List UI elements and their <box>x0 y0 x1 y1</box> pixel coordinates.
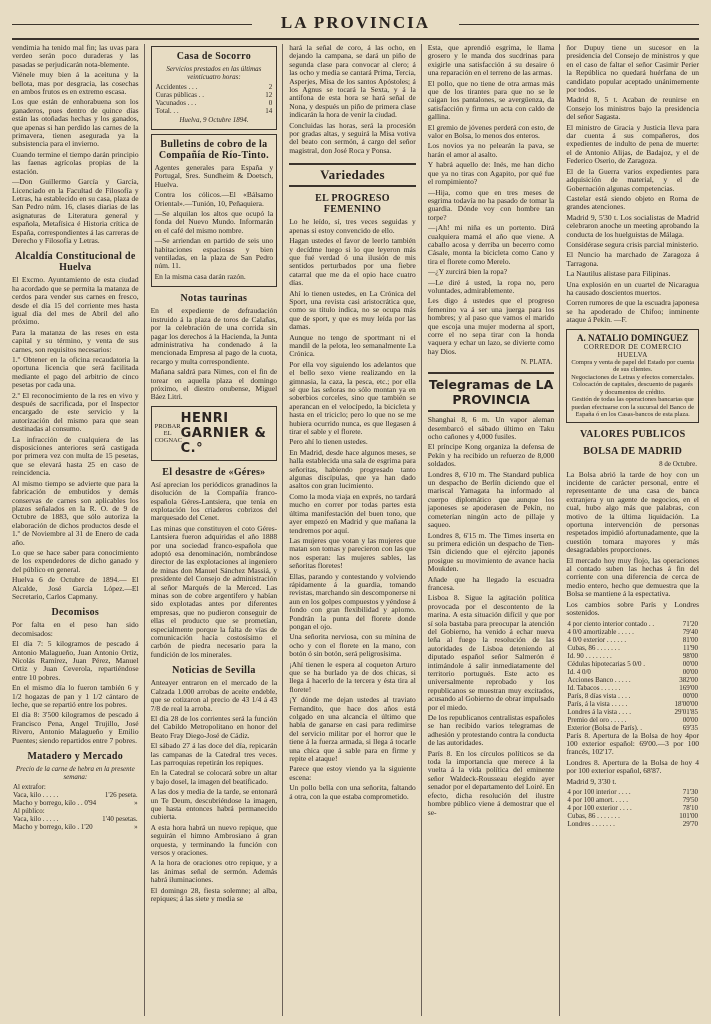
paragraph: El mercado hoy muy flojo, las operaciones al contado suben las hechas á fin del corriente con una diferencia de cerca de medio entero, hecho que demuestra que la Bolsa se mantiene á la espectativa. <box>566 555 699 599</box>
table-row <box>566 700 699 708</box>
masthead <box>12 8 699 40</box>
paragraph: —¡Ah! mi niña es un portento. Dirá cualquiera mamá el año que viene. A caballo acosa y derriba un becerro como Cásale, monta la bicicleta como Cano y tira el florete como Merelo. <box>427 223 555 266</box>
table-row <box>566 652 699 660</box>
row-label: 4 por 100 amort. . . . . <box>567 795 629 804</box>
paragraph: La infracción de cualquiera de las disposiciones anteriores será castigada por primera vez con multa de 15 pesetas, que se elevará hasta 25 en caso de reincidencia. <box>12 434 139 478</box>
row-label: Macho y borrego, kilo . 1'20 <box>13 823 93 832</box>
section-heading-variedades: Variedades <box>289 163 416 187</box>
notice-box <box>151 46 278 130</box>
paragraph: hará la señal de coro, á las ocho, en dejando la campana, se dará un piño de segunda clase para convocar al clero; á las ocho y media se cantará Prima, Tercia, Asperjes, Misa de los santos Apóstoles; á los Agnus se tocará la Sexta, y á la antífona de esta hora se hará señal de Nona, y después un piño de primera clase indicarán la hora de venir la ciudad. <box>289 44 416 120</box>
row-label: Vaca, kilo . . . . . <box>13 791 59 800</box>
paragraph: Una explosión en un cuartel de Nicaragua ha causado doscientos muertos. <box>566 279 699 297</box>
paragraph: El domingo 28, fiesta solemne; al alba, repiques; á las siete y media se <box>150 885 278 904</box>
row-label: Accidentes . . . <box>155 83 198 91</box>
paragraph: La Bolsa abrió la tarde de hoy con un incidente de carácter personal, entre el representante de una casa de banca extranjera y un agente de negocios, en el cual, hubo algo más que palabras, con motivo de la última liquidación. La oportuna intervención de personas respetados impidió afortunadamente, que la cuestión tomara mayores y más desagradables proporciones. <box>566 469 699 555</box>
paragraph: ñor Dupuy tiene un sucesor en la presidencia del Consejo de ministros y que en el caso de faltar el señor Casimir Perier la República no quedará huérfana de un candidato popular aceptado unánimemente por todos. <box>566 44 699 95</box>
masthead-rule <box>12 24 252 25</box>
paragraph: El día 28 de los corrientes será la función del Cabildo Metropolitano en honor del Beato Fray Diego-José de Cádiz. <box>150 713 278 740</box>
paragraph: A esta hora habrá un nuevo repique, que seguirán el himno Ambrosiano á gran orquesta, y terminando la función con versos y oraciones. <box>150 822 278 857</box>
paragraph: A la hora de oraciones otro repique, y a las ánimas señal de sermón. Además habrá iluminaciones. <box>150 858 278 885</box>
table-row <box>566 620 699 628</box>
row-label: Vaca, kilo . . . . . <box>13 815 59 824</box>
box-title: Bulletins de cobro de la Compañía de Río-Tinto. <box>158 139 269 161</box>
newspaper-title: LA PROVINCIA <box>280 13 431 32</box>
paragraph: El día 8: 3'500 kilogramos de pescado á Francisco Pena, Angel Trujillo, José Rivero, Antonio Malagueño y Emilio Puentes; siendo repartidos entre 7 pobres. <box>12 710 139 745</box>
paragraph: El pollo, que no tiene de otra armas más que de los tirantes para que no se le caigan los pantalones, se avergüenza, da satisfacción y firma un acta con caldo de gallina. <box>427 78 555 122</box>
row-value <box>100 783 139 791</box>
paragraph: Anteayer entraron en el mercado de la Calzada 1.000 arrobas de aceite endeble, que se cotizaron al precio de 43 1/4 á 43 7/8 de real la arroba. <box>150 678 278 713</box>
ad-line: Compra y venta de papel del Estado por cuenta de sus clientes. <box>571 358 695 374</box>
paragraph: ¡Ahí tienen le espera al coqueton Arturo que se ha burlado ya de dos chicas, si llega á hacerlo de la tercera y ésta tira al florete! <box>289 659 416 694</box>
column-3 <box>289 44 422 1016</box>
ad-line: Gestión de todas las operaciones bancarias que puedan efectuarse con la sucursal del Banco de España ó en los Casas-bancos de esta plaza. <box>571 396 694 419</box>
table-row <box>12 783 139 791</box>
table-row <box>566 676 699 684</box>
paragraph: vendimia ha tenido mal fin; las uvas para verdeo serán poco duraderas y las pasadas se perjudicarán nota-blemente. <box>12 44 139 69</box>
section-heading: Matadero y Mercado <box>27 751 124 763</box>
subheading: Precio de la carne de hebra en la presente semana: <box>15 765 135 782</box>
paragraph: Pero ahí lo tienen ustedes. <box>289 437 368 447</box>
paragraph: El príncipe Kong organiza la defensa de Pekín y ha recibido un refuerzo de 8,000 soldados. <box>427 442 555 469</box>
paragraph: En la Catedral se colocará sobre un altar y bajo dosel, la imagen del beatificado. <box>150 768 278 786</box>
paragraph: Los novios ya no pelearán la pava, se harán el amor al asalto. <box>427 141 555 159</box>
row-label: Total. . . <box>155 107 179 115</box>
paragraph: En Madrid, desde hace algunos meses, se halla establecida una sala de esgrima para señoritas, habiendo progresado tanto algunas discípulas, que ya han dado asaltos con gran lucimiento. <box>289 447 416 491</box>
paragraph: Contra los cólicos.—El «Bálsamo Oriental».—Tunión, 10, Peñaquiera. <box>154 190 274 208</box>
row-value: » <box>134 799 138 808</box>
paragraph: Los que están de enhorabuena son los ganaderos, pues dentro de quince días están las otoñadas hechas y los ganados, que apenas si han perdido las carnes de la primavera, tienen asegurada ya la subsistencia para el invierno. <box>12 97 139 149</box>
section-heading: Notas taurinas <box>180 293 248 305</box>
paragraph: En el mismo día lo fueron también 6 y 1/2 hogazas de pan y 1 1/2 cántaro de leche, que se repartió entre los pobres. <box>12 683 139 710</box>
paragraph: Shanghai 8, 6 m. Un vapor aleman desembarcó el sábado último en Taku ocho cañones y 4,000 fusiles. <box>427 415 555 442</box>
table-row <box>12 799 139 807</box>
row-value: 00'00 <box>682 715 698 724</box>
ad-line: Negociaciones de Letras y efectos comerciales. <box>571 373 695 381</box>
paragraph: Agentes generales para España y Portugal, Sres. Sundheim & Doetsch, Huelva. <box>154 163 274 189</box>
table-row <box>566 692 699 700</box>
table-row <box>566 812 699 820</box>
paragraph: Castelar está siendo objeto en Roma de grandes atenciones. <box>566 193 699 212</box>
row-label: Id. 4 0/0 <box>567 667 591 676</box>
paragraph: Un pollo bella con una señorita, faltando á otra, con la que estaba comprometido. <box>289 783 416 801</box>
row-label: Exterior (Bolsa de París). . <box>567 723 643 732</box>
row-value: 382'00 <box>679 675 698 684</box>
row-value: 1'26 peseta. <box>104 791 138 800</box>
dateline: 8 de Octubre. <box>659 459 697 468</box>
paragraph: El Excmo. Ayuntamiento de esta ciudad ha acordado que se permita la matanza de cerdos para vender sus carnes en fresco, desde el día 15 del corriente mes hasta igual día del mes de Abril del año próximo. <box>12 275 139 327</box>
paragraph: Ahí lo tienen ustedes, en La Crónica del Sport, una revista casi aristocrática que, como su título indica, no se ocupa más que de sport, y que es muy leída por las damas. <box>289 288 416 332</box>
row-label: París, 8 días vista . . . . <box>567 691 631 700</box>
table-row <box>566 796 699 804</box>
table-row <box>566 820 699 828</box>
row-value: 98'00 <box>682 651 698 660</box>
table-row <box>566 628 699 636</box>
row-value: 00'00 <box>682 667 698 676</box>
ad-line: Colocación de capitales, descuento de pagarés y documentos de crédito. <box>572 381 693 396</box>
row-value: 14 <box>265 107 273 115</box>
paragraph: 2.º El reconocimiento de la res en vivo y después de sacrificada, por el Inspector encargado de este servicio y la autorización del mismo para que sean destinadas al consumo. <box>12 390 139 434</box>
row-label: Id. Tabacos . . . . . . <box>567 683 621 692</box>
column-4 <box>428 44 561 1016</box>
broker-city: HUELVA <box>617 350 648 359</box>
section-heading: El desastre de «Géres» <box>162 466 266 478</box>
section-heading: Noticias de Sevilla <box>172 665 256 677</box>
broker-role: CORREDOR DE COMERCIO <box>583 342 682 351</box>
paragraph: Añade que ha llegado la escuadra francesa. <box>427 574 555 592</box>
paragraph: —Se alquilan los altos que ocupó la fonda del Nuevo Mundo. Informarán en el café del mismo nombre. <box>154 209 274 235</box>
row-value: 11'90 <box>682 643 698 652</box>
paragraph: Madrid 8, 5 t. Acaban de reunirse en Consejo los ministros bajo la presidencia del señor Sagasta. <box>566 95 699 122</box>
row-value: 79'50 <box>682 795 698 804</box>
row-value: 29'70 <box>682 819 698 828</box>
paragraph: Madrid 9, 3'30 t. <box>566 776 617 786</box>
row-label: 4 0/0 amortizable . . . . . <box>567 627 634 636</box>
paragraph: Lo he leído, sí, tres veces seguidas y apenas si estoy convencido de ello. <box>289 217 416 235</box>
paragraph: Por falta en el peso han sido decomisados: <box>12 620 139 638</box>
box-date: Huelva, 9 Octubre 1894. <box>179 116 249 124</box>
box-title: Casa de Socorro <box>176 51 252 62</box>
paragraph: Parece que estoy viendo ya la siguiente escena: <box>289 764 416 782</box>
paragraph: Las mujeres que votan y las mujeres que matan son tomas y parecieron con las que nos esperan: las mujeres sables, las señoritas floretes! <box>289 535 416 571</box>
paragraph: 1.º Obtener en la oficina recaudatoria la oportuna licencia que será facilitada mediante el pago del arbitrio de cinco pesetas por cada una. <box>12 355 139 390</box>
row-label: Londres á la vista . . . . <box>567 707 631 716</box>
table-row <box>12 815 139 823</box>
paragraph: Mañana saldrá para Nimes, con el fin de torear en aquella plaza el domingo próximo, el diestro onubense, Miguel Báez Litri. <box>150 367 278 402</box>
row-label: Premio del oro . . . . . <box>567 715 627 724</box>
row-label: 4 por ciento interior contado . . <box>567 619 655 628</box>
row-label: Cubas, 86 . . . . . . . <box>567 643 620 652</box>
row-value: 71'30 <box>682 787 698 796</box>
paragraph: Al mismo tiempo se advierte que para la fabricación de embutidos y demás conservas de carnes son aplicables los plazos señalados en la R. O. de 9 de Octubre de 1883, que sólo autoriza la elaboración de dichos productos desde el 1.º de Noviembre al 31 de Enero de cada año. <box>12 478 139 547</box>
row-value: » <box>134 823 138 832</box>
paragraph: Para la matanza de las reses en esta capital y su término, y venta de sus carnes, son requisitos necesarios: <box>12 327 139 354</box>
row-label: Curas públicas . . <box>155 91 205 99</box>
paragraph: El sábado 27 á las doce del día, repicarán las campanas de la Catedral tres veces. Las parroquias repetirán los repiques. <box>150 741 278 767</box>
paragraph: Hagan ustedes el favor de leerlo también y decídme luego si lo que leyeron más que fué verdad ó una ilusión de mis sentidos perturbados por una fiebre catarral que me da el opio hace cuatro días. <box>289 236 416 288</box>
section-heading: Decomisos <box>51 607 100 619</box>
row-value: 78'10 <box>682 803 698 812</box>
ad-brand: HENRI GARNIER & C.° <box>180 410 267 456</box>
table-row <box>566 716 699 724</box>
table-row <box>12 791 139 799</box>
row-value: 169'00 <box>679 683 698 692</box>
paragraph: París 8. En los círculos políticos se da toda la importancia que merece á la vuelta á la vida política del eminente señor Waldeck-Rousseau elegido ayer senador por el departamento del Loiré. En efecto, dicha resolución del ilustre hombre público viene á demostrar que el se- <box>427 748 555 817</box>
paragraph: Lo que se hace saber para conocimiento de los expendedores de dicho ganado y del público en general. <box>12 547 139 574</box>
table-row <box>12 823 139 831</box>
row-label: Cubas, 86 . . . . . . . <box>567 811 620 820</box>
table-row <box>566 636 699 644</box>
paragraph: Una señorita nerviosa, con su mínina de ocho y con el florete en la mano, con botón ó sin botón, será peligrosísima. <box>289 632 416 659</box>
paragraph: Londres 8, 6'15 m. The Times inserta en su primera edición un despacho de Tien-Tsin diciendo que el ejército japonés prosigue su movimiento de avance hacia Moukden. <box>427 530 555 574</box>
paragraph: ¡Y dónde me dejan ustedes al traviato Fernandito, que hace dos años está colgado en una alcancía el último que habla de ganarse en casi para redimirse del servicio militar por el horror que le tiene á la fuerza armada, si llega á tocarle una chica que á sable para en firme y repite el ataque! <box>289 695 416 764</box>
paragraph: Esta, que aprendió esgrima, le llama grosero y le manda dos sucdrinas para exigirle una satisfacción á su desaire ó una reparación en el terreno de las armas. <box>427 44 555 78</box>
paragraph: Como la moda viaja en exprés, no tardará mucho en correr por todas partes esta última manifestación del buen tono, que ayer empezó en Madrid y que mañana la tendremos por aquí. <box>289 491 416 535</box>
table-row <box>566 644 699 652</box>
column-2 <box>151 44 284 1016</box>
row-value: 101'00 <box>679 811 698 820</box>
row-label: Al extrafor: <box>13 783 46 792</box>
paragraph: —Hija, como que en tres meses de esgrima todavía no ha pasado de tomar la guardia. Dónde voy con hombre tan torpe? <box>427 187 555 222</box>
table-row <box>12 807 139 815</box>
paragraph: Londres 8. Apertura de la Bolsa de hoy 4 por 100 exterior español, 68'87. <box>566 757 699 776</box>
column-5 <box>566 44 699 1016</box>
paragraph: Considérase segura crisis parcial ministerio. <box>566 239 699 249</box>
paragraph: —Le diré á usted, la ropa no, pero voluntades, admirablemente. <box>427 277 555 295</box>
table-row <box>155 107 274 115</box>
table-row <box>566 660 699 668</box>
row-value: 00'00 <box>682 659 698 668</box>
row-value: 69'35 <box>682 723 698 732</box>
paragraph: Les digo á ustedes que el progreso femenino va á ser una juerga para los hombres; y al paso que vamos el marido que escoja una mujer moderna al sport, corre el no sepa tirar con la honda vaquera y echar un lazo, se divierte como hay Dios. <box>427 296 555 356</box>
price-table <box>12 783 139 831</box>
article-title: EL PROGRESO FEMENINO <box>315 193 390 216</box>
masthead-rule <box>459 24 699 25</box>
row-value: 81'00 <box>682 635 698 644</box>
paragraph: —Se arriendan en partido de seis uno habitaciones espaciosas y bien ventiladas, en la plaza de San Pedro núm. 11. <box>154 236 274 271</box>
paragraph: El de la Guerra varios expedientes para adquisición de material, y el de Gobernación algunas competencias. <box>566 166 699 193</box>
paragraph: En la misma casa darán razón. <box>154 271 246 281</box>
subsection-heading: BOLSA DE MADRID <box>583 445 683 457</box>
broker-name: A. NATALIO DOMINGUEZ <box>576 332 689 343</box>
paragraph: El Nuncio ha marchado de Zaragoza á Tarragona. <box>566 250 699 268</box>
notice-box <box>151 134 278 287</box>
row-value: 2 <box>268 83 273 91</box>
paragraph: El ministro de Gracia y Justicia lleva para dar cuenta á sus compañeros, dos expedientes de indulto de pena de muerte: el de Antonio Alijas, de Badajoz, y el de Federico Oserio, de Zaragoza. <box>566 122 699 166</box>
table-row <box>566 668 699 676</box>
row-label: Al público: <box>13 807 45 816</box>
row-value: 12 <box>265 91 273 99</box>
row-value <box>100 807 139 815</box>
paragraph: Lisboa 8. Sigue la agitación política provocada por el descontento de la marina. A esta situación difícil y que por sí sola bastaba para preocupar la atención del Gobierno, ha venido á echar nueva leña al fuego la resolución de las autoridades de Lisboa deteniendo al diputado español señor Salmerón é intimándole á salir inmediatamente del territorio portugués. Este acto es universalmente reprobado y los republicanos se muestran muy excitados, acusando al Gobierno de obrar impulsado por el miedo. <box>427 593 555 712</box>
paragraph: —Don Guillermo García y García, Licenciado en la Facultad de Filosofía y Letras, ha establecido en su casa, plaza de San Pedro núm. 16, clases diarias de las asignaturas de Literatura general y española, Metafísica é Historia crítica de España, correspondientes á las carreras de Derecho y Filosofía y Letras. <box>12 177 139 245</box>
table-row <box>566 804 699 812</box>
paragraph: Concluidas las horas, será la procesión por gradas altas, y seguirá la Misa votiva del beato con sermón, á cargo del señor magistral, don José Roca y Ponsa. <box>289 120 416 155</box>
stats-table <box>155 83 274 115</box>
paragraph: Londres 8, 6'10 m. The Standard publica un despacho de Berlín diciendo que el mariscal Yamagata ha informado al cuerpo diplomático que aunque los japoneses se apoderasen de Pekín, no cometerían ningún acto de pillaje y saqueo. <box>427 469 555 530</box>
row-label: Acciones Banco . . . . . <box>567 675 631 684</box>
box-subtitle: Servicios prestados en las últimas veinticuatro horas: <box>166 65 262 81</box>
paragraph: —¿Y zurcirá bien la ropa? <box>427 267 508 277</box>
row-label: París, á la vista . . . . . <box>567 699 628 708</box>
paragraph: Corren rumores de que la escuadra japonesa se ha apoderado de Chifoo; inminente ataque á Pekín. —F. <box>566 298 699 325</box>
paragraph: Y habrá aquello de: Inés, me han dicho que ya no tiras con Agapito, por qué fue el rompimiento? <box>427 160 555 187</box>
row-label: Cédulas hipotecarias 5 0/0 . <box>567 659 645 668</box>
paragraph: De los republicanos centralistas españoles se han recibido varios telegramas de adhesión y protestando contra la conducta de las autoridades. <box>427 713 555 748</box>
table-row <box>566 788 699 796</box>
paragraph: Las minas que constituyen el coto Géres-Lantsiera fueron adquiridas el año 1888 por una sociedad franco-española que adoptó esa denominación, nombrándose director de las explotaciones al ingeniero de minas don Manuel Sánchez Massiá, y presidente del Consejo de administración al señor Marqués de la Merced. Las minas son de cobre argentífero y habían sido explotadas antes por diferentes empresas, que no pudieron conseguir de ellas el producto que se prometían, especialmente porque la falta de vías de comunicación hacía costosísimo el carbón de piedra necesario para la fundición de los minerales. <box>150 523 278 659</box>
section-heading: VALORES PUBLICOS <box>579 428 686 440</box>
paragraph: Los cambios sobre París y Londres sostenidos. <box>566 599 699 618</box>
row-value: 29'01'85 <box>674 707 698 716</box>
row-value: 79'40 <box>682 627 698 636</box>
paragraph: Por ella voy siguiendo los adelantos que el bello sexo viene realizando en la gimnasia, la caza, la pesca, etc.; por ella sé que las señoras no sólo montan ya en soberbios corceles, sino que también se aperancan en el velocípedo, la bicicleta y hasta en el triciclo; pero lo que no se me hubiera ocurrido nunca, es que llegasen á tirar el sable y el florete. <box>289 359 416 437</box>
row-label: Londres . . . . . . . <box>567 819 615 828</box>
ad-tagline: PROBAR EL COGNAC <box>154 422 183 444</box>
table-row <box>155 91 274 99</box>
paragraph: Aunque no tengo de sportmant ni el mandil de la pelota, leo semanalmente La Crónica. <box>289 332 416 359</box>
table-row <box>155 99 274 107</box>
row-value: 18'00'00 <box>674 699 698 708</box>
paragraph: En el expediente de defraudación instruido á la plaza de toros de Calañas, por la celebración de una corrida sin pagar los derechos á la Hacienda, la Junta administrativa ha condenado á la mencionada Empresa al pago de la cuota, recargo y multa correspondiente. <box>150 306 278 366</box>
row-label: 4 por 100 interior . . . . <box>567 787 631 796</box>
paragraph: París 8. Apertura de la Bolsa de hoy 4por 100 exterior español: 69'00.—3 por 100 francés, 102'17. <box>566 730 699 757</box>
paragraph: Huelva 6 de Octubre de 1894.— El Alcalde, José García López.—El Secretario, Carlos Capmany. <box>12 575 139 601</box>
rates-table <box>566 620 699 732</box>
rates-table-2 <box>566 788 699 828</box>
row-value: 71'20 <box>682 619 698 628</box>
paragraph: A las dos y media de la tarde, se entonará un Te Deum, descubriéndose la imagen, que hasta entonces habrá permanecido cubierta. <box>150 787 278 822</box>
table-row <box>155 83 274 91</box>
broker-advertisement <box>566 329 699 423</box>
paragraph: El día 7: 5 kilogramos de pescado á Antonio Malagueño, Juan Antonio Ortiz, Nicolás Ramírez, Juan Pérez, Manuel Ortiz y Juan Ceverola, repartiéndose entre 10 pobres. <box>12 639 139 682</box>
table-row <box>566 684 699 692</box>
paragraph: El gremio de jóvenes perderá con esto, de valor en Bolsa, lo menos dos enteros. <box>427 122 555 141</box>
row-label: 4 0/0 exterior . . . . . . <box>567 635 627 644</box>
row-value: 00'00 <box>682 691 698 700</box>
paragraph: Así aprecian los periódicos granadinos la disolución de la Compañía franco-española Géres-Lantsiera, que tenía en explotación los criaderos cobrizos del marquesado del Cenet. <box>150 479 278 523</box>
columns <box>12 44 699 1016</box>
paragraph: Ellas, parando y contestando y volviendo rápidamente á la guardia, tomando revistas, marchando sin descomponerse ni aun en los golpes compuestos y yéndose á fondo con gran flexibilidad y aplomo. Pondrán la punta del florete donde pongan el ojo. <box>289 571 416 631</box>
author-signature: N. PLATA. <box>520 358 553 367</box>
row-label: Id. 90 . . . . . . . . <box>567 651 612 660</box>
cognac-advertisement <box>151 406 278 461</box>
paragraph: Viénele muy bien á la aceituna y la bellota, mas por desgracia, las cosechas en ambos frutos es en extremo escasa. <box>12 70 139 97</box>
telegrams-heading: Telegramas de LA PROVINCIA <box>428 372 555 412</box>
row-label: Vacunados . . . <box>155 99 197 107</box>
paragraph: Cuando termine el tiempo darán principio las faenas agrícolas propias de la estación. <box>12 149 139 176</box>
row-label: Macho y borrego, kilo . . 0'94 <box>13 799 97 808</box>
row-value: 0 <box>268 99 273 107</box>
paragraph: La Nautilus alistase para Filipinas. <box>566 269 671 279</box>
row-value: 1'40 pesetas. <box>102 815 138 824</box>
table-row <box>566 708 699 716</box>
column-1 <box>12 44 145 1016</box>
row-label: 4 por 100 exterior . . . . <box>567 803 632 812</box>
section-heading: Alcaldía Constitucional de Huelva <box>15 251 136 274</box>
paragraph: Madrid 9, 5'30 t. Los socialistas de Madrid celebraron anoche un meeting aprobando la conducta de los huelguistas de Málaga. <box>566 212 699 239</box>
